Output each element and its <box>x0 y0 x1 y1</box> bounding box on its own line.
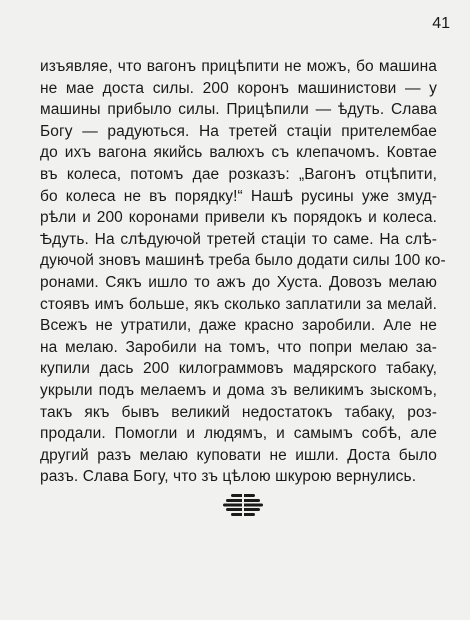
text-line: ронами. Сякъ ишло то ажъ до Хуста. Довозъ мелаю <box>40 273 437 291</box>
text-line: изъявляе, что вагонъ прицѣпити не можъ, бо машина <box>40 58 437 75</box>
text-line: продали. Помогли и людямъ, и самымъ собѣ, але <box>40 425 437 443</box>
text-line: на мелаю. Заробили на томъ, что попри мелаю за- <box>40 338 437 356</box>
ornament-icon <box>223 493 263 517</box>
text-line: дуючой зновъ машинѣ треба было додати силы 100 ко- <box>40 252 446 270</box>
text-line: въ колеса, потомъ дае розказъ: „Вагонъ отцѣпити, <box>40 165 437 183</box>
text-line: разъ. Слава Богу, что зъ цѣлою шкурою вернулись. <box>40 468 417 486</box>
text-line: бо колеса не въ порядку!“ Нашѣ русины уже змуд- <box>40 187 437 205</box>
text-line: рѣли и 200 коронами привели къ порядокъ и колеса. <box>40 209 437 227</box>
body-text <box>40 56 446 488</box>
text-line: Богу — радуються. На третей стаціи прителембае <box>40 122 437 140</box>
text-line: другий разъ мелаю куповати не ишли. Доста было <box>40 446 437 464</box>
text-line: укрыли подъ мелаемъ и дома зъ великимъ зыскомъ, <box>40 381 437 399</box>
text-line: купили дась 200 килограммовъ мадярского табаку, <box>40 360 437 378</box>
text-line: стоявъ имъ больше, якъ сколько заплатили за мелай. <box>40 295 437 313</box>
page-number: 41 <box>432 15 450 32</box>
text-line: такъ якъ бывъ великий недостатокъ табаку, роз- <box>40 403 437 421</box>
text-line: не мае доста силы. 200 коронъ машинистови — у <box>40 79 437 97</box>
text-line: Ѣдуть. На слѣдуючой третей стаціи то саме. На слѣ- <box>40 230 437 248</box>
text-line: до ихъ вагона якийсь валюхъ съ клепачомъ. Ковтае <box>40 144 437 162</box>
text-line: Всежъ не утратили, даже красно заробили. Але не <box>40 317 437 335</box>
text-line: машины прибыло силы. Прицѣпили — ѣдуть. Слава <box>40 101 437 119</box>
